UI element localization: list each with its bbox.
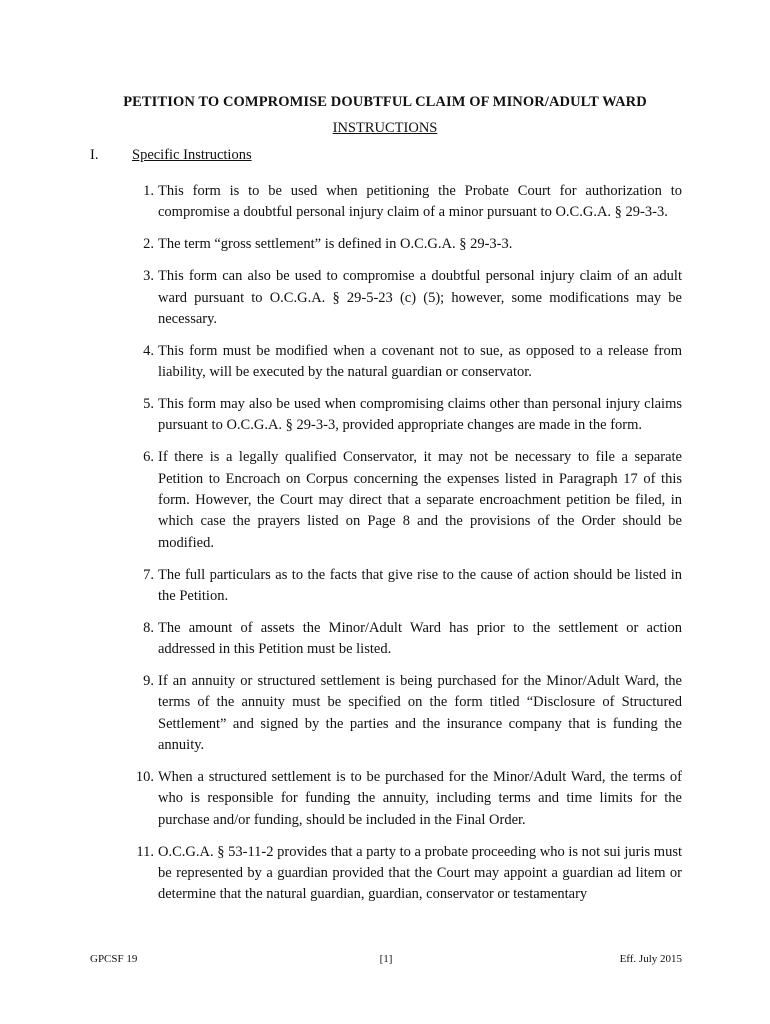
instruction-text: The amount of assets the Minor/Adult Ward has prior to the settlement or action addressed in this Petition must be listed.	[158, 619, 682, 658]
instruction-text: The term “gross settlement” is defined in O.C.G.A. § 29-3-3.	[158, 236, 513, 253]
instruction-number: 6.	[143, 449, 154, 466]
instruction-number: 3.	[143, 268, 154, 285]
instruction-item	[130, 394, 682, 437]
instruction-number: 10.	[135, 769, 154, 786]
instruction-number: 1.	[143, 183, 154, 199]
effective-date: Eff. July 2015	[619, 953, 682, 965]
instruction-item	[130, 181, 682, 224]
instructions-heading: INSTRUCTIONS	[332, 120, 438, 136]
instruction-number: 2.	[143, 236, 154, 253]
instruction-text: The full particulars as to the facts that give rise to the cause of action should be listed in the Petition.	[158, 566, 682, 604]
instruction-text: When a structured settlement is to be purchased for the Minor/Adult Ward, the terms of who is responsible for funding the annuity, including terms and time limits for the purchase and/or funding, should be included in the Final Order.	[158, 769, 682, 828]
instruction-item	[130, 842, 682, 906]
instruction-item	[130, 447, 682, 553]
section-title: Specific Instructions	[132, 147, 252, 163]
instruction-text: This form is to be used when petitioning the Probate Court for authorization to compromise a doubtful personal injury claim of a minor pursuant to O.C.G.A. § 29-3-3.	[158, 183, 682, 221]
instruction-number: 4.	[143, 342, 154, 359]
section-number: I.	[90, 147, 99, 163]
instruction-text: This form may also be used when compromising claims other than personal injury claims pursuant to O.C.G.A. § 29-3-3, provided appropriate changes are made in the form.	[158, 396, 682, 434]
instruction-list	[130, 181, 682, 916]
instruction-text: If an annuity or structured settlement is being purchased for the Minor/Adult Ward, the terms of the annuity must be specified on the form titled “Disclosure of Structured Settlement” and signed by the parties and the insurance company that is funding the annuity.	[158, 673, 682, 754]
instruction-item	[130, 565, 682, 608]
instruction-item	[130, 266, 682, 330]
instruction-item	[130, 234, 682, 255]
instruction-item	[130, 767, 682, 831]
page-number: [1]	[379, 953, 393, 965]
instruction-number: 7.	[143, 566, 154, 583]
instruction-item	[130, 618, 682, 661]
instruction-number: 8.	[143, 619, 154, 636]
instruction-number: 11.	[136, 843, 154, 860]
document-title: PETITION TO COMPROMISE DOUBTFUL CLAIM OF MINOR/ADULT WARD	[123, 94, 647, 110]
instruction-number: 9.	[143, 673, 154, 690]
instruction-text: This form must be modified when a covenant not to sue, as opposed to a release from liability, will be executed by the natural guardian or conservator.	[158, 342, 682, 381]
section-heading	[90, 147, 252, 164]
instruction-text: This form can also be used to compromise a doubtful personal injury claim of an adult ward pursuant to O.C.G.A. § 29-5-23 (c) (5); however, some modifications may be necessary.	[158, 268, 682, 327]
instruction-number: 5.	[143, 396, 154, 413]
instruction-item	[130, 671, 682, 756]
instruction-text: If there is a legally qualified Conservator, it may not be necessary to file a separate Petition to Encroach on Corpus concerning the expenses listed in Paragraph 17 of this form. However, the Court may direct that a separate encroachment petition be filed, in which case the prayers listed on Page 8 and the provisions of the Order should be modified.	[158, 449, 682, 551]
instruction-text: O.C.G.A. § 53-11-2 provides that a party to a probate proceeding who is not sui juris must be represented by a guardian provided that the Court may appoint a guardian ad litem or determine that the natural guardian, guardian, conservator or testamentary	[158, 843, 682, 903]
instruction-item	[130, 341, 682, 384]
form-id: GPCSF 19	[90, 953, 138, 965]
